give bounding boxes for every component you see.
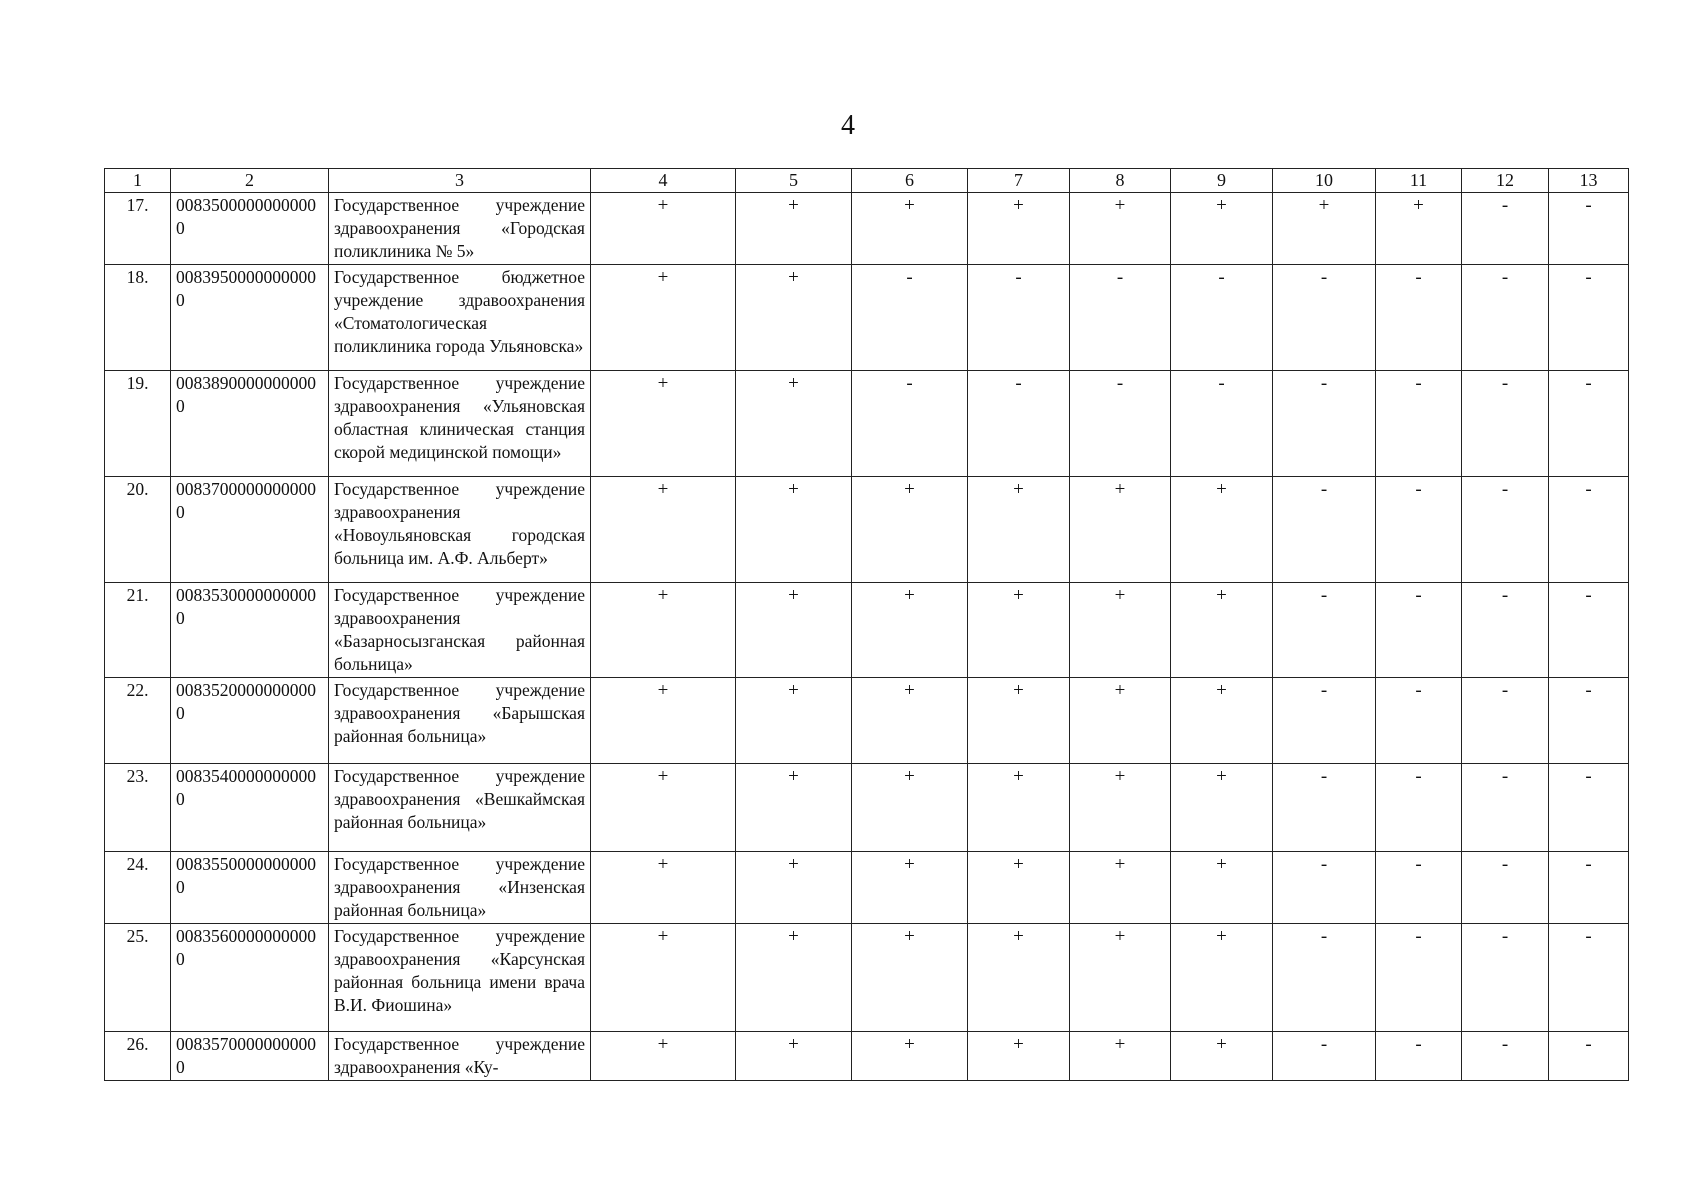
mark-cell: -: [968, 371, 1070, 477]
mark-cell: -: [1376, 678, 1462, 764]
organization-code-cell: 00835700000000000: [171, 1032, 329, 1081]
column-header-7: 7: [968, 169, 1070, 193]
mark-cell: +: [968, 852, 1070, 924]
mark-cell: -: [1376, 924, 1462, 1032]
mark-cell: -: [1462, 1032, 1549, 1081]
mark-cell: +: [1070, 477, 1171, 583]
mark-cell: +: [591, 678, 736, 764]
row-number-cell: 22.: [105, 678, 171, 764]
mark-cell: +: [968, 1032, 1070, 1081]
organization-code-cell: 00835500000000000: [171, 852, 329, 924]
table-row: [105, 924, 1629, 1032]
mark-cell: -: [1462, 678, 1549, 764]
mark-cell: +: [968, 678, 1070, 764]
column-header-3: 3: [329, 169, 591, 193]
mark-cell: +: [1070, 764, 1171, 852]
row-number-cell: 25.: [105, 924, 171, 1032]
mark-cell: -: [1462, 852, 1549, 924]
mark-cell: -: [1273, 583, 1376, 678]
mark-cell: -: [1273, 1032, 1376, 1081]
organization-name-cell: Государственное учреждение здравоохранения «Барышская районная больница»: [329, 678, 591, 764]
mark-cell: +: [968, 193, 1070, 265]
mark-cell: +: [736, 477, 852, 583]
mark-cell: -: [1273, 924, 1376, 1032]
page-number: 4: [841, 110, 855, 141]
mark-cell: -: [1376, 477, 1462, 583]
mark-cell: -: [852, 265, 968, 371]
mark-cell: -: [1549, 477, 1629, 583]
mark-cell: +: [736, 852, 852, 924]
table-header: [105, 169, 1629, 193]
organization-code-cell: 00838900000000000: [171, 371, 329, 477]
mark-cell: +: [852, 852, 968, 924]
mark-cell: +: [1070, 924, 1171, 1032]
mark-cell: +: [591, 852, 736, 924]
mark-cell: +: [1171, 764, 1273, 852]
mark-cell: +: [736, 583, 852, 678]
organization-name-cell: Государственное учреждение здравоохранения «Городская поликлиника № 5»: [329, 193, 591, 265]
mark-cell: -: [1070, 371, 1171, 477]
mark-cell: +: [591, 924, 736, 1032]
row-number-cell: 20.: [105, 477, 171, 583]
mark-cell: +: [591, 265, 736, 371]
organization-code-cell: 00835600000000000: [171, 924, 329, 1032]
column-header-11: 11: [1376, 169, 1462, 193]
mark-cell: -: [1549, 265, 1629, 371]
mark-cell: -: [1376, 265, 1462, 371]
mark-cell: +: [968, 583, 1070, 678]
row-number-cell: 21.: [105, 583, 171, 678]
mark-cell: +: [736, 1032, 852, 1081]
mark-cell: -: [1462, 764, 1549, 852]
mark-cell: +: [1171, 583, 1273, 678]
mark-cell: +: [736, 193, 852, 265]
mark-cell: -: [1462, 371, 1549, 477]
organization-code-cell: 00835000000000000: [171, 193, 329, 265]
row-number-cell: 26.: [105, 1032, 171, 1081]
mark-cell: +: [1070, 1032, 1171, 1081]
column-header-10: 10: [1273, 169, 1376, 193]
mark-cell: +: [1070, 852, 1171, 924]
mark-cell: +: [1171, 477, 1273, 583]
mark-cell: -: [1273, 265, 1376, 371]
organization-name-cell: Государственное учреждение здравоохранения «Инзенская районная больница»: [329, 852, 591, 924]
table-row: [105, 477, 1629, 583]
mark-cell: -: [1462, 924, 1549, 1032]
mark-cell: +: [1376, 193, 1462, 265]
registry-table: [104, 168, 1629, 1081]
mark-cell: -: [1171, 371, 1273, 477]
mark-cell: +: [1070, 583, 1171, 678]
organization-name-cell: Государственное учреждение здравоохранения «Новоульяновская городская больница им. А.Ф. Альберт»: [329, 477, 591, 583]
mark-cell: +: [736, 678, 852, 764]
mark-cell: -: [1549, 852, 1629, 924]
mark-cell: -: [1549, 1032, 1629, 1081]
organization-code-cell: 00839500000000000: [171, 265, 329, 371]
mark-cell: -: [1171, 265, 1273, 371]
mark-cell: -: [852, 371, 968, 477]
mark-cell: +: [591, 1032, 736, 1081]
row-number-cell: 17.: [105, 193, 171, 265]
row-number-cell: 19.: [105, 371, 171, 477]
mark-cell: -: [1273, 678, 1376, 764]
organization-code-cell: 00837000000000000: [171, 477, 329, 583]
table-row: [105, 678, 1629, 764]
mark-cell: +: [1070, 193, 1171, 265]
table-body: [105, 193, 1629, 1081]
mark-cell: +: [852, 193, 968, 265]
mark-cell: +: [1171, 852, 1273, 924]
organization-name-cell: Государственное учреждение здравоохранения «Карсунская районная больница имени врача В.И. Фиошина»: [329, 924, 591, 1032]
mark-cell: +: [591, 583, 736, 678]
mark-cell: +: [1171, 678, 1273, 764]
mark-cell: -: [1549, 371, 1629, 477]
organization-name-cell: Государственное учреждение здравоохранения «Вешкаймская районная больница»: [329, 764, 591, 852]
mark-cell: -: [1549, 764, 1629, 852]
column-header-13: 13: [1549, 169, 1629, 193]
organization-name-cell: Государственное учреждение здравоохранения «Ку-: [329, 1032, 591, 1081]
mark-cell: -: [1376, 583, 1462, 678]
mark-cell: +: [1070, 678, 1171, 764]
mark-cell: -: [1549, 583, 1629, 678]
row-number-cell: 23.: [105, 764, 171, 852]
mark-cell: +: [968, 477, 1070, 583]
mark-cell: +: [736, 371, 852, 477]
mark-cell: -: [1549, 193, 1629, 265]
table-row: [105, 764, 1629, 852]
mark-cell: +: [591, 477, 736, 583]
mark-cell: +: [1171, 924, 1273, 1032]
column-header-6: 6: [852, 169, 968, 193]
mark-cell: -: [1273, 371, 1376, 477]
column-header-2: 2: [171, 169, 329, 193]
table-row: [105, 852, 1629, 924]
column-header-12: 12: [1462, 169, 1549, 193]
mark-cell: +: [852, 1032, 968, 1081]
mark-cell: +: [852, 678, 968, 764]
table-row: [105, 1032, 1629, 1081]
mark-cell: +: [591, 371, 736, 477]
mark-cell: -: [1549, 924, 1629, 1032]
organization-code-cell: 00835200000000000: [171, 678, 329, 764]
row-number-cell: 18.: [105, 265, 171, 371]
mark-cell: +: [1171, 193, 1273, 265]
mark-cell: -: [1462, 583, 1549, 678]
mark-cell: +: [852, 583, 968, 678]
mark-cell: +: [1171, 1032, 1273, 1081]
mark-cell: +: [736, 265, 852, 371]
organization-name-cell: Государственное учреждение здравоохранения «Базарносызганская районная больница»: [329, 583, 591, 678]
mark-cell: -: [1376, 764, 1462, 852]
row-number-cell: 24.: [105, 852, 171, 924]
mark-cell: +: [736, 764, 852, 852]
table-row: [105, 371, 1629, 477]
organization-code-cell: 00835300000000000: [171, 583, 329, 678]
mark-cell: +: [852, 924, 968, 1032]
mark-cell: -: [1070, 265, 1171, 371]
mark-cell: +: [852, 764, 968, 852]
table-row: [105, 265, 1629, 371]
organization-name-cell: Государственное учреждение здравоохранения «Ульяновская областная клиническая станция скорой медицинской помощи»: [329, 371, 591, 477]
mark-cell: -: [1273, 477, 1376, 583]
mark-cell: -: [1462, 265, 1549, 371]
column-header-5: 5: [736, 169, 852, 193]
mark-cell: +: [736, 924, 852, 1032]
table-row: [105, 583, 1629, 678]
column-header-4: 4: [591, 169, 736, 193]
mark-cell: -: [1549, 678, 1629, 764]
mark-cell: +: [968, 924, 1070, 1032]
mark-cell: -: [968, 265, 1070, 371]
mark-cell: +: [591, 764, 736, 852]
mark-cell: -: [1273, 764, 1376, 852]
organization-name-cell: Государственное бюджетное учреждение здравоохранения «Стоматологическая поликлиника города Ульяновска»: [329, 265, 591, 371]
mark-cell: -: [1376, 1032, 1462, 1081]
mark-cell: +: [1273, 193, 1376, 265]
organization-code-cell: 00835400000000000: [171, 764, 329, 852]
mark-cell: +: [591, 193, 736, 265]
table-row: [105, 193, 1629, 265]
mark-cell: -: [1462, 193, 1549, 265]
column-number-row: [105, 169, 1629, 193]
mark-cell: +: [852, 477, 968, 583]
column-header-8: 8: [1070, 169, 1171, 193]
column-header-9: 9: [1171, 169, 1273, 193]
mark-cell: -: [1376, 852, 1462, 924]
column-header-1: 1: [105, 169, 171, 193]
mark-cell: +: [968, 764, 1070, 852]
mark-cell: -: [1273, 852, 1376, 924]
mark-cell: -: [1462, 477, 1549, 583]
mark-cell: -: [1376, 371, 1462, 477]
